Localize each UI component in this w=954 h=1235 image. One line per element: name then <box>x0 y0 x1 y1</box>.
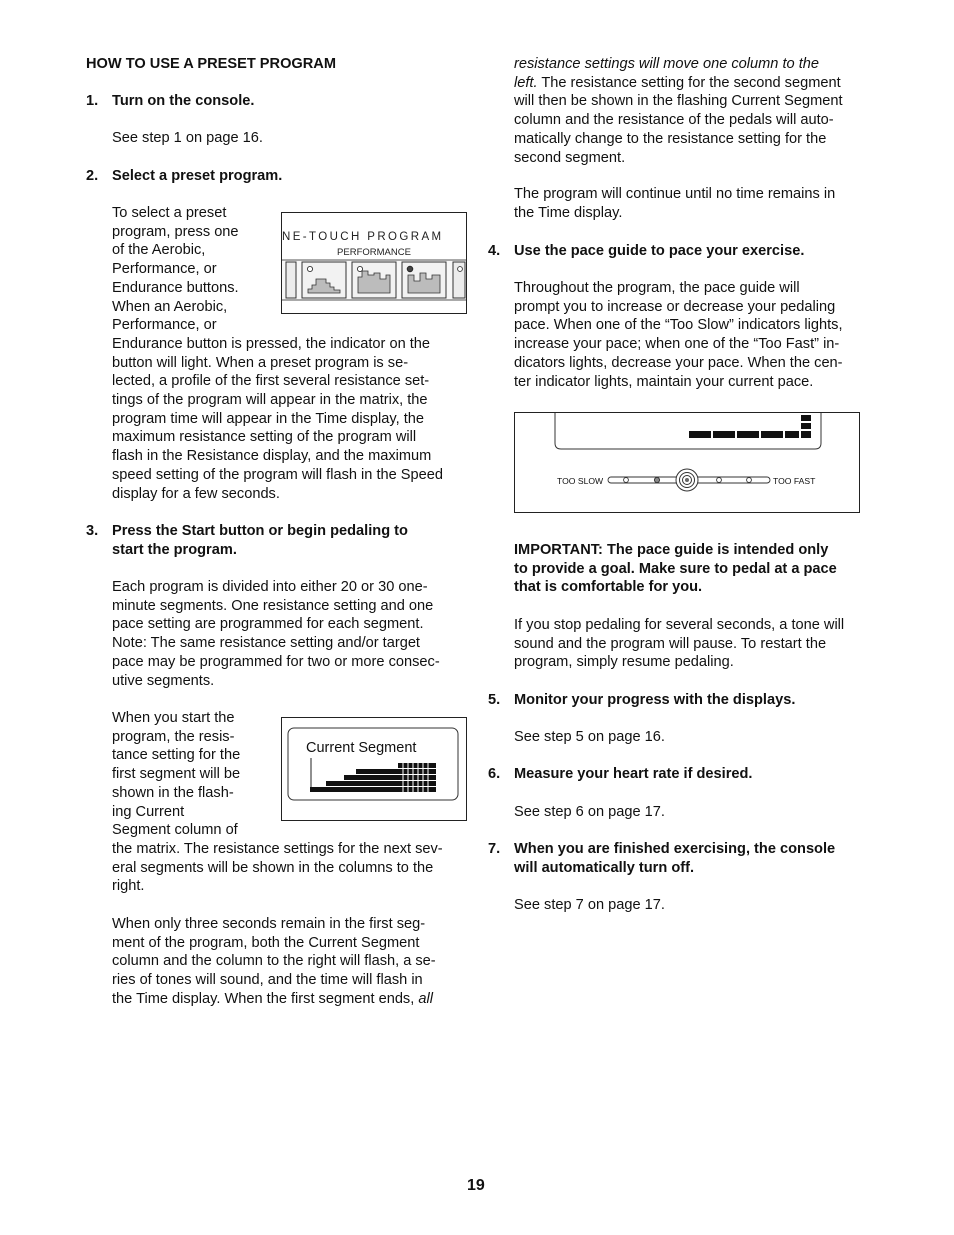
program-button-1 <box>302 262 346 298</box>
step-3-paragraph-1 <box>112 578 440 690</box>
center-pace-indicator <box>676 469 698 491</box>
program-buttons-figure <box>281 212 467 314</box>
step-7-title <box>514 840 835 877</box>
step-7-number: 7. <box>488 841 501 857</box>
text-line: Throughout the program, the pace guide will <box>514 280 800 296</box>
step-1-text: See step 1 on page 16. <box>112 130 263 146</box>
text-line: flash in the Resistance display, and the maximum <box>112 448 432 465</box>
text-line: eral segments will be shown in the columns to the <box>112 859 434 876</box>
text-line: ries of tones will sound, and the time will flash in <box>112 972 423 989</box>
text-line: shown in the flash- <box>112 784 234 801</box>
program-buttons-illustration <box>282 213 466 313</box>
text-run: The resistance setting for the second segment <box>537 74 841 91</box>
too-fast-label: TOO FAST <box>773 476 816 486</box>
too-fast-indicator-2 <box>747 478 752 483</box>
program-button-2 <box>352 262 396 298</box>
step-4-number: 4. <box>488 243 501 259</box>
text-line: If you stop pedaling for several seconds, a tone will <box>514 617 845 633</box>
step-4-paragraph <box>514 279 843 391</box>
text-line: matically change to the resistance setting for the <box>514 130 827 147</box>
performance-label: PERFORMANCE <box>337 247 411 258</box>
resistance-bars <box>689 415 811 438</box>
text-line: lected, a profile of the first several resistance set- <box>112 373 430 390</box>
step-6-title: Measure your heart rate if desired. <box>514 766 753 782</box>
text-line: that is comfortable for you. <box>514 579 703 596</box>
current-segment-label: Current Segment <box>306 740 417 756</box>
text-line: column and the resistance of the pedals will auto- <box>514 112 834 129</box>
text-line: program, press one <box>112 223 239 240</box>
title-line: Press the Start button or begin pedaling to <box>112 523 408 539</box>
title-line: start the program. <box>112 541 237 558</box>
title-line: will automatically turn off. <box>514 859 695 876</box>
title-line: When you are finished exercising, the console <box>514 841 836 857</box>
text-line: program, the resis- <box>112 728 235 745</box>
matrix-illustration <box>282 718 466 820</box>
text-line: utive segments. <box>112 672 215 689</box>
text-line: Endurance button is pressed, the indicator on the <box>112 335 431 352</box>
italic-text-run: left. <box>514 74 538 91</box>
too-slow-label: TOO SLOW <box>557 476 604 486</box>
pace-guide-illustration <box>515 413 859 512</box>
step-6-number: 6. <box>488 766 501 782</box>
text-line: right. <box>112 878 145 895</box>
text-line: When you start the <box>112 710 235 726</box>
text-line: Segment column of <box>112 822 238 839</box>
text-line: increase your pace; when one of the “Too Fast” in- <box>514 336 840 353</box>
program-continue-paragraph <box>514 185 835 222</box>
text-line: tance setting for the <box>112 747 241 764</box>
text-line: Note: The same resistance setting and/or target <box>112 635 420 652</box>
program-button-3 <box>402 262 446 298</box>
text-line: When only three seconds remain in the first seg- <box>112 916 426 932</box>
section-heading: HOW TO USE A PRESET PROGRAM <box>86 56 337 72</box>
text-line: Performance, or <box>112 317 217 334</box>
text-line: program, simply resume pedaling. <box>514 654 734 671</box>
too-slow-indicator-2 <box>654 477 659 482</box>
matrix-figure <box>281 717 467 821</box>
italic-text-run: all <box>418 990 433 1007</box>
step-1-number: 1. <box>86 93 99 109</box>
step-2-title: Select a preset program. <box>112 168 283 184</box>
text-line: sound and the program will pause. To restart the <box>514 635 827 652</box>
text-run: the Time display. When the first segment ends, <box>112 990 419 1007</box>
text-line: speed setting of the program will flash in the Speed <box>112 466 443 483</box>
step-5-title: Monitor your progress with the displays. <box>514 692 796 708</box>
text-line: dicators lights, decrease your pace. When the cen- <box>514 354 843 371</box>
text-line: Each program is divided into either 20 or 30 one- <box>112 579 428 595</box>
step-1-title: Turn on the console. <box>112 93 255 109</box>
page-number: 19 <box>467 1177 485 1194</box>
text-line: program time will appear in the Time display, the <box>112 410 425 427</box>
important-note <box>514 541 837 597</box>
continued-paragraph <box>514 55 843 167</box>
step-3-paragraph-3 <box>112 915 436 1009</box>
text-line: pace may be programmed for two or more consec- <box>112 653 440 670</box>
pause-paragraph <box>514 616 844 672</box>
one-touch-banner: NE-TOUCH PROGRAM <box>282 231 444 243</box>
text-line: the matrix. The resistance settings for the next sev- <box>112 840 443 857</box>
text-line: ter indicator lights, maintain your current pace. <box>514 373 814 390</box>
step-2-number: 2. <box>86 168 99 184</box>
text-line: display for a few seconds. <box>112 485 280 502</box>
text-line: tings of the program will appear in the matrix, the <box>112 392 428 409</box>
text-line: To select a preset <box>112 205 227 221</box>
text-line: maximum resistance setting of the program will <box>112 429 417 446</box>
italic-line: resistance settings will move one column to the <box>514 56 819 72</box>
pace-guide-figure <box>514 412 860 513</box>
text-line: the Time display. <box>514 204 623 221</box>
text-line: Endurance buttons. <box>112 279 239 296</box>
text-line: ment of the program, both the Current Segment <box>112 934 420 951</box>
too-fast-indicator-1 <box>717 478 722 483</box>
text-line: Performance, or <box>112 261 217 278</box>
text-line: pace setting are programmed for each segment. <box>112 616 424 633</box>
text-line: of the Aerobic, <box>112 242 206 259</box>
text-line: When an Aerobic, <box>112 298 228 315</box>
step-3-title <box>112 522 408 559</box>
text-line: will then be shown in the flashing Current Segment <box>514 93 843 110</box>
step-3-number: 3. <box>86 523 99 539</box>
text-line <box>514 74 843 93</box>
text-line: IMPORTANT: The pace guide is intended only <box>514 542 829 558</box>
partial-button-left <box>286 262 296 298</box>
text-line: to provide a goal. Make sure to pedal at a pace <box>514 560 837 577</box>
text-line: minute segments. One resistance setting and one <box>112 597 434 614</box>
text-line: second segment. <box>514 149 626 166</box>
text-line: first segment will be <box>112 766 241 783</box>
step-7-text: See step 7 on page 17. <box>514 897 665 913</box>
text-line: ing Current <box>112 803 185 820</box>
text-line: The program will continue until no time remains in <box>514 186 836 202</box>
step-6-text: See step 6 on page 17. <box>514 804 665 820</box>
step-4-title: Use the pace guide to pace your exercise. <box>514 243 805 259</box>
too-slow-indicator-1 <box>624 478 629 483</box>
text-line <box>112 990 436 1009</box>
text-line: column and the column to the right will flash, a se- <box>112 953 436 970</box>
step-5-number: 5. <box>488 692 501 708</box>
text-line: prompt you to increase or decrease your pedaling <box>514 298 836 315</box>
step-5-text: See step 5 on page 16. <box>514 729 665 745</box>
text-line: button will light. When a preset program is se- <box>112 354 409 371</box>
text-line: pace. When one of the “Too Slow” indicators lights, <box>514 317 843 334</box>
